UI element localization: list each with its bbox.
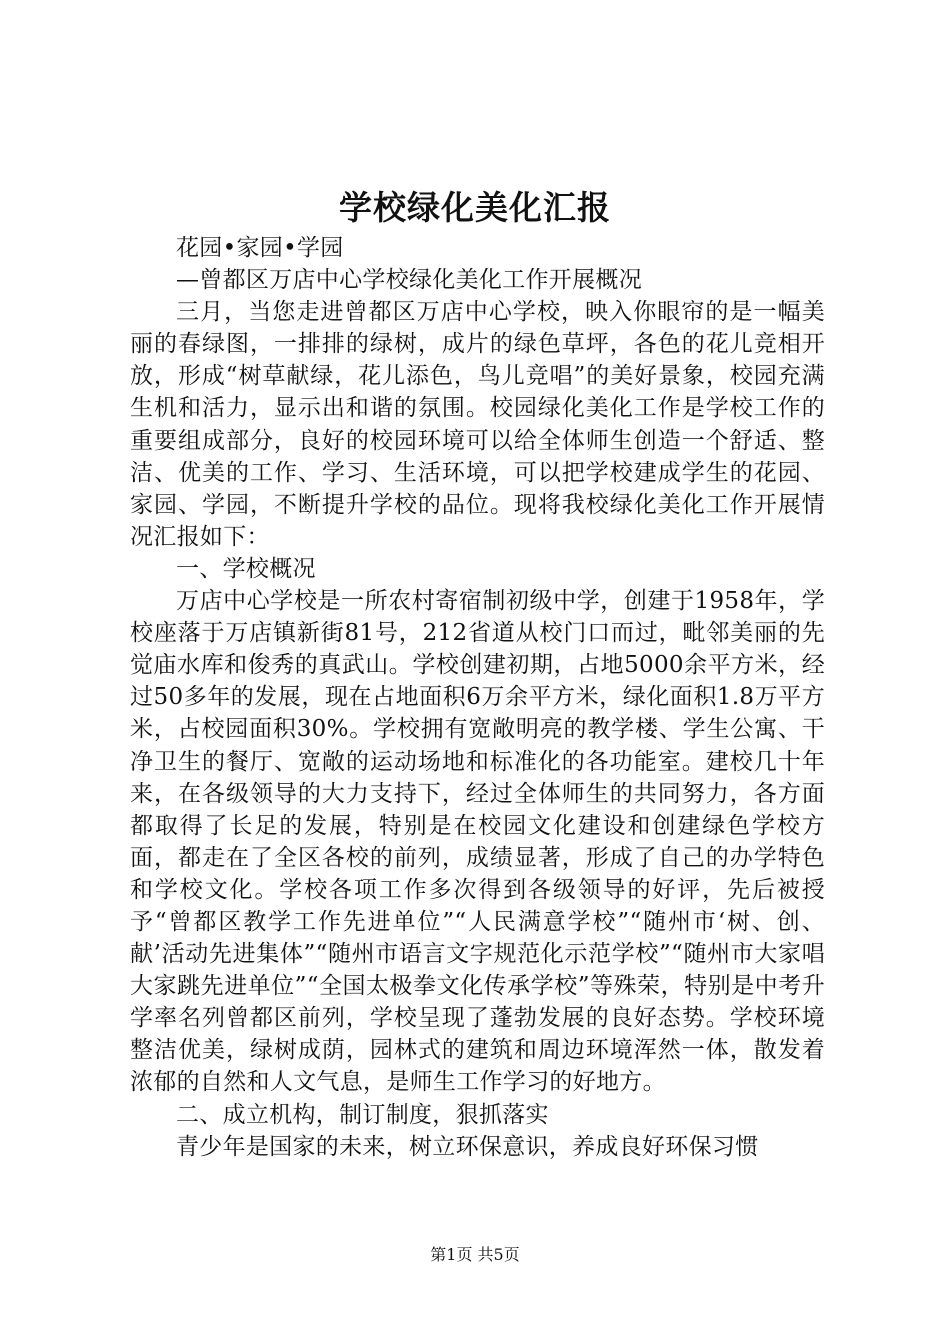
page-number-footer: 第1页 共5页 xyxy=(430,1245,520,1264)
document-title: 学校绿化美化汇报 xyxy=(339,188,611,227)
document-body xyxy=(130,232,825,1163)
subtitle-line: 花园•家园•学园 xyxy=(176,235,344,261)
overview-paragraph: 万店中心学校是一所农村寄宿制初级中学，创建于1958年，学校座落于万店镇新街81号，212省道从校门口而过，毗邻美丽的先觉庙水库和俊秀的真武山。学校创建初期，占地5000余平方米，经过50多年的发展，现在占地面积6万余平方米，绿化面积1.8万平方米，占校园面积30%。学校拥有宽敞明亮的教学楼、学生公寓、干净卫生的餐厅、宽敞的运动场地和标准化的各功能室。建校几十年来，在各级领导的大力支持下，经过全体师生的共同努力，各方面都取得了长足的发展，特别是在校园文化建设和创建绿色学校方面，都走在了全区各校的前列，成绩显著，形成了自己的办学特色和学校文化。学校各项工作多次得到各级领导的好评，先后被授予“曾都区教学工作先进单位”“人民满意学校”“随州市‘树、创、献’活动先进集体”“随州市语言文字规范化示范学校”“随州市大家唱大家跳先进单位”“全国太极拳文化传承学校”等殊荣，特别是中考升学率名列曾都区前列，学校呈现了蓬勃发展的良好态势。学校环境整洁优美，绿树成荫，园林式的建筑和周边环境浑然一体，散发着浓郁的自然和人文气息，是师生工作学习的好地方。 xyxy=(130,588,825,1096)
intro-paragraph: 三月，当您走进曾都区万店中心学校，映入你眼帘的是一幅美丽的春绿图，一排排的绿树，成片的绿色草坪，各色的花儿竞相开放，形成“树草献绿，花儿添色，鸟儿竞唱”的美好景象，校园充满生机和活力，显示出和谐的氛围。校园绿化美化工作是学校工作的重要组成部分，良好的校园环境可以给全体师生创造一个舒适、整洁、优美的工作、学习、生活环境，可以把学校建成学生的花园、家园、学园，不断提升学校的品位。现将我校绿化美化工作开展情况汇报如下： xyxy=(130,299,825,550)
section-heading-2: 二、成立机构，制订制度，狠抓落实 xyxy=(176,1101,549,1128)
section-2-paragraph: 青少年是国家的未来，树立环保意识，养成良好环保习惯 xyxy=(176,1133,759,1160)
subtitle-subline: —曾都区万店中心学校绿化美化工作开展概况 xyxy=(176,267,642,294)
section-heading-1: 一、学校概况 xyxy=(176,555,316,582)
